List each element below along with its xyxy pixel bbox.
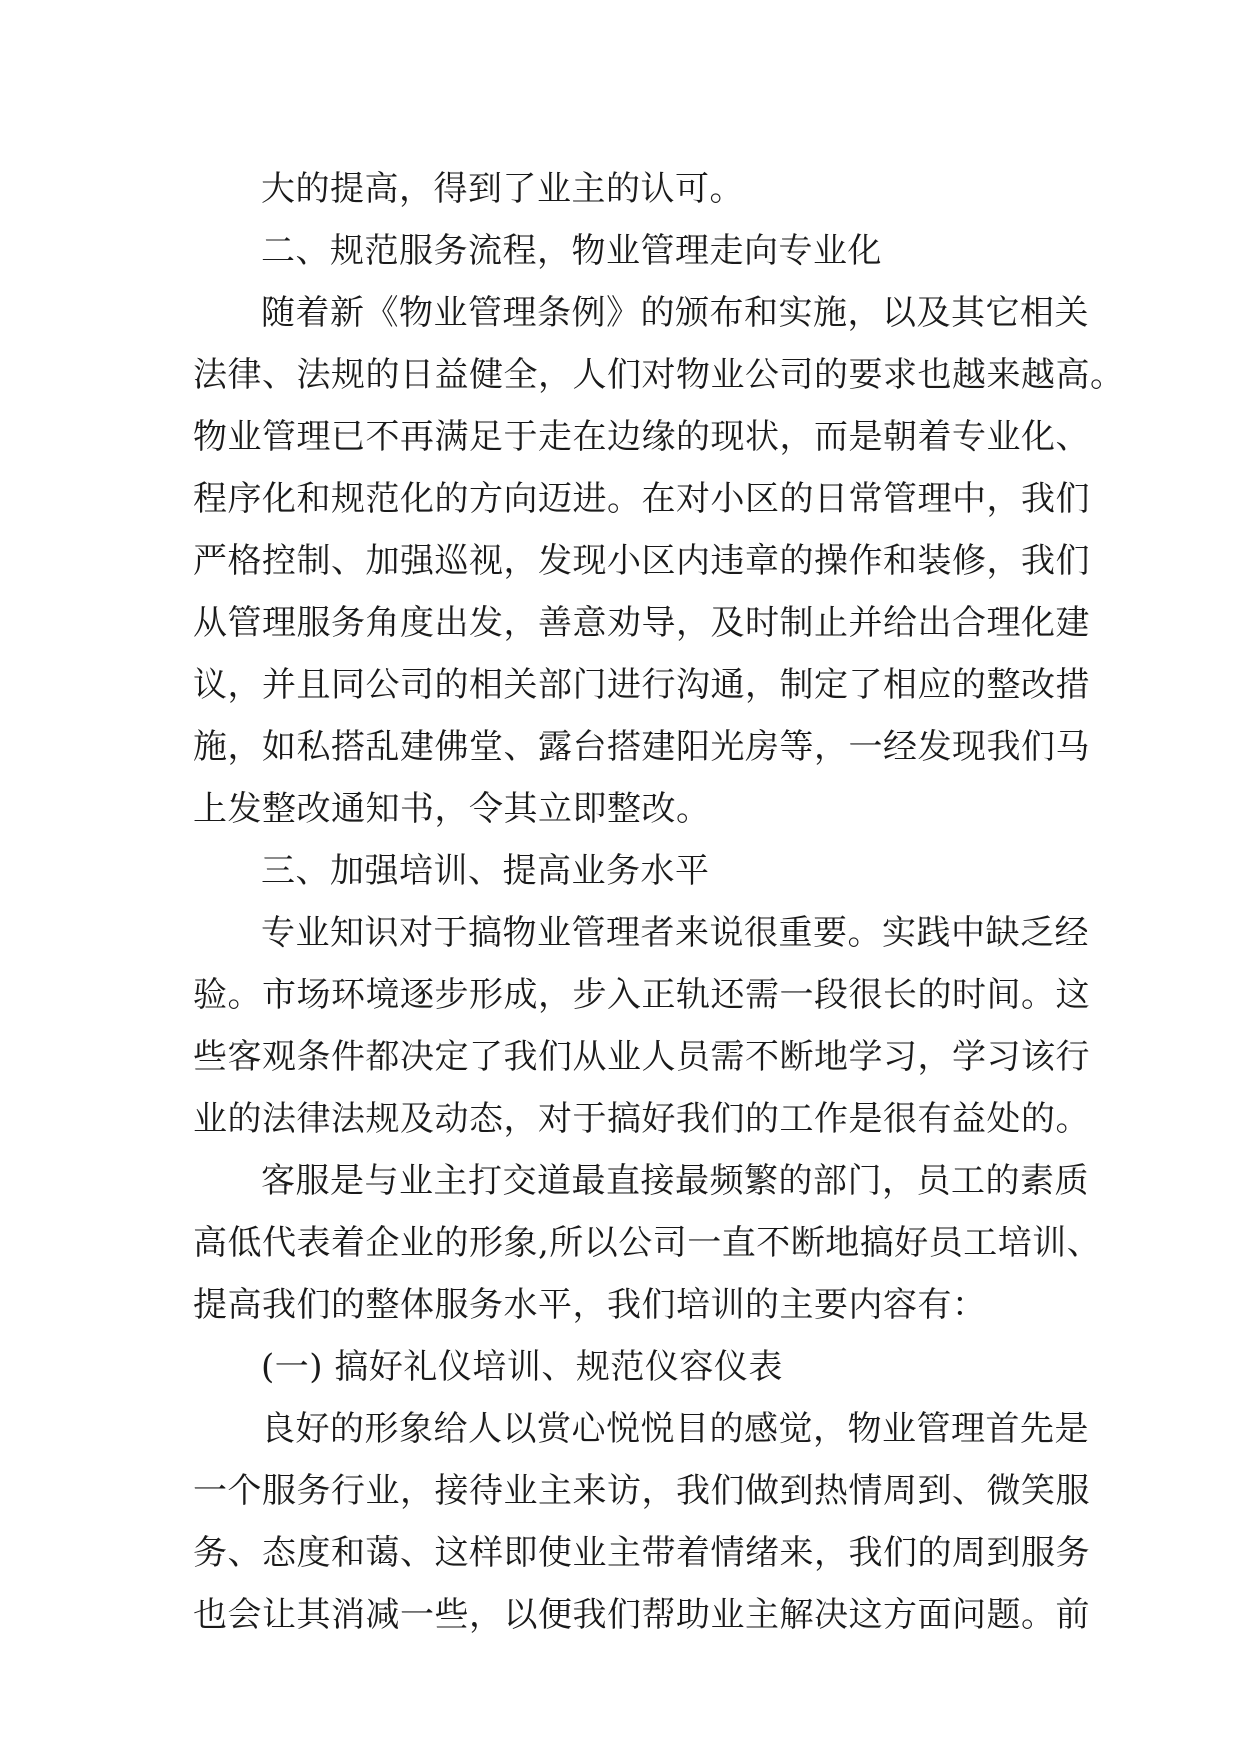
paragraph-line: 议，并且同公司的相关部门进行沟通，制定了相应的整改措 [193,665,1090,705]
paragraph-line: 从管理服务角度出发，善意劝导，及时制止并给出合理化建 [193,603,1090,643]
paragraph-line: 良好的形象给人以赏心悦悦目的感觉，物业管理首先是 [261,1409,1089,1449]
paragraph-line: 也会让其消减一些，以便我们帮助业主解决这方面问题。前 [193,1595,1090,1635]
subsection-heading: (一) 搞好礼仪培训、规范仪容仪表 [261,1347,783,1387]
paragraph-line: 验。市场环境逐步形成，步入正轨还需一段很长的时间。这 [193,975,1090,1015]
paragraph-line: 一个服务行业，接待业主来访，我们做到热情周到、微笑服 [193,1471,1090,1511]
paragraph-line: 专业知识对于搞物业管理者来说很重要。实践中缺乏经 [261,913,1089,953]
paragraph-line: 客服是与业主打交道最直接最频繁的部门，员工的素质 [261,1161,1089,1201]
paragraph-line: 提高我们的整体服务水平，我们培训的主要内容有： [193,1285,987,1325]
paragraph-line: 物业管理已不再满足于走在边缘的现状，而是朝着专业化、 [193,417,1090,457]
paragraph-line: 高低代表着企业的形象,所以公司一直不断地搞好员工培训、 [193,1223,1102,1263]
paragraph-line: 业的法律法规及动态，对于搞好我们的工作是很有益处的。 [193,1099,1090,1139]
paragraph-line: 些客观条件都决定了我们从业人员需不断地学习，学习该行 [193,1037,1090,1077]
section-heading: 二、规范服务流程，物业管理走向专业化 [261,231,882,271]
paragraph-line: 法律、法规的日益健全，人们对物业公司的要求也越来越高。 [193,355,1125,395]
paragraph-line: 务、态度和蔼、这样即使业主带着情绪来，我们的周到服务 [193,1533,1090,1573]
paragraph-line: 程序化和规范化的方向迈进。在对小区的日常管理中，我们 [193,479,1090,519]
body-text [193,158,1125,1646]
paragraph-line: 随着新《物业管理条例》的颁布和实施，以及其它相关 [261,293,1089,333]
paragraph-line: 大的提高，得到了业主的认可。 [261,169,744,209]
paragraph-line: 施，如私搭乱建佛堂、露台搭建阳光房等，一经发现我们马 [193,727,1090,767]
section-heading: 三、加强培训、提高业务水平 [261,851,710,891]
paragraph-line: 上发整改通知书，令其立即整改。 [193,789,711,829]
paragraph-line: 严格控制、加强巡视，发现小区内违章的操作和装修，我们 [193,541,1090,581]
